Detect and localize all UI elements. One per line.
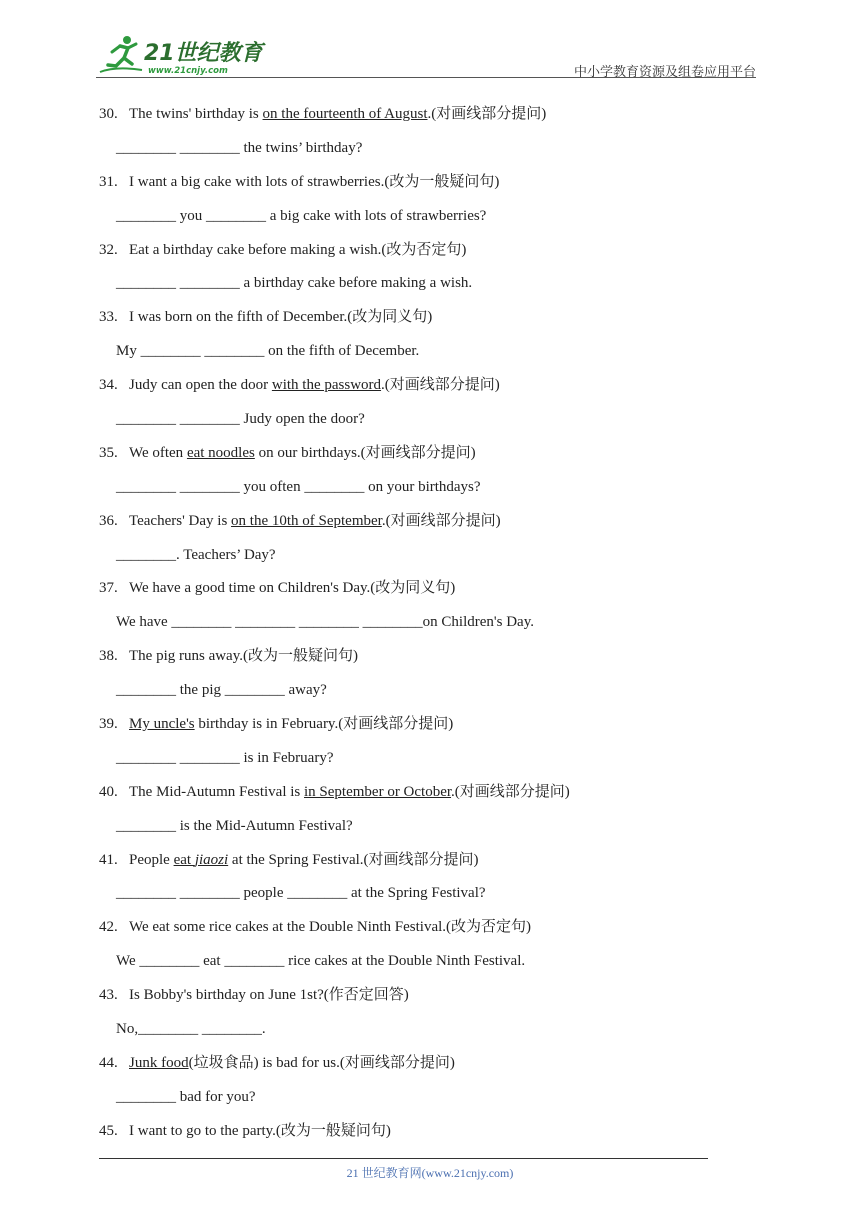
question-number: 34.: [99, 377, 118, 394]
prompt-text: at the Spring Festival.(对画线部分提问): [228, 851, 479, 868]
prompt-text: The pig runs away.(改为一般疑问句): [129, 648, 358, 665]
question-number: 30.: [99, 106, 118, 122]
header-divider: [96, 77, 756, 78]
question-prompt: [99, 98, 739, 132]
prompt-text: birthday is in February.(对画线部分提问): [194, 716, 454, 733]
question-prompt: [99, 505, 739, 539]
underlined-text: in September or October: [304, 783, 452, 800]
prompt-text: I want a big cake with lots of strawberries.(改为一般疑问句): [129, 173, 500, 190]
question-prompt: [99, 844, 739, 878]
prompt-text: We have a good time on Children's Day.(改为同义句): [129, 580, 456, 597]
question-prompt: [99, 572, 739, 606]
question-number: 40.: [99, 783, 118, 800]
underlined-text: with the password: [271, 377, 382, 394]
prompt-text: People: [129, 851, 174, 868]
answer-line: No,________ ________.: [116, 1021, 266, 1038]
question-prompt: [99, 1115, 739, 1149]
prompt-text: .(对画线部分提问): [427, 106, 547, 122]
question-prompt: [99, 1047, 739, 1081]
question-number: 32.: [99, 241, 118, 258]
underlined-text: Junk food: [129, 1054, 189, 1071]
answer-line: ________ the pig ________ away?: [116, 682, 327, 699]
question-number: 33.: [99, 309, 118, 326]
question-prompt: [99, 234, 739, 268]
prompt-text: on our birthdays.(对画线部分提问): [254, 444, 476, 461]
answer-line: ________ bad for you?: [116, 1088, 256, 1105]
question-prompt: [99, 911, 739, 945]
question-number: 31.: [99, 173, 118, 190]
underlined-text: on the 10th of September: [231, 512, 382, 529]
prompt-text: I want to go to the party.(改为一般疑问句): [129, 1122, 391, 1139]
answer-line: ________ ________ Judy open the door?: [116, 411, 365, 428]
question-prompt: [99, 166, 739, 200]
prompt-text: Teachers' Day is: [129, 512, 232, 529]
prompt-text: Judy can open the door: [129, 377, 272, 394]
logo-url: www.21cnjy.com: [148, 66, 228, 76]
answer-line: ________ ________ is in February?: [116, 749, 334, 766]
prompt-text: .(对画线部分提问): [381, 512, 501, 529]
underlined-text: My uncle's: [129, 716, 195, 733]
footer-divider: [99, 1158, 708, 1159]
page-header: [96, 32, 756, 78]
question-number: 39.: [99, 716, 118, 733]
question-list: [99, 98, 739, 1149]
answer-line: ________ ________ a birthday cake before making a wish.: [116, 275, 473, 292]
prompt-text: .(对画线部分提问): [381, 377, 500, 394]
question-number: 38.: [99, 648, 118, 665]
prompt-text: Is Bobby's birthday on June 1st?(作否定回答): [129, 987, 409, 1004]
prompt-text: We often: [129, 444, 187, 461]
question-prompt: [99, 708, 739, 742]
answer-line: ________. Teachers’ Day?: [116, 546, 276, 563]
site-name: 中小学教育资源及组卷应用平台: [573, 65, 756, 80]
logo-text: 21世纪教育: [144, 41, 263, 66]
prompt-text: Eat a birthday cake before making a wish.(改为否定句): [129, 241, 467, 258]
answer-line: ________ ________ you often ________ on your birthdays?: [116, 478, 481, 495]
answer-line: ________ is the Mid-Autumn Festival?: [116, 817, 353, 834]
answer-line: ________ ________ the twins’ birthday?: [116, 139, 363, 156]
underlined-text: eat noodles: [186, 444, 255, 461]
prompt-text: I was born on the fifth of December.(改为同义句): [129, 309, 433, 326]
runner-icon: [100, 36, 142, 72]
question-prompt: [99, 640, 739, 674]
question-number: 43.: [99, 987, 118, 1004]
question-prompt: [99, 776, 739, 810]
question-number: 45.: [99, 1122, 118, 1139]
answer-line: ________ you ________ a big cake with lots of strawberries?: [116, 207, 487, 224]
question-number: 44.: [99, 1054, 118, 1071]
prompt-text: (垃圾食品) is bad for us.(对画线部分提问): [188, 1054, 455, 1071]
underlined-text: eat: [173, 851, 195, 868]
site-logo: [96, 32, 266, 78]
underlined-text: on the fourteenth of August: [262, 106, 428, 122]
answer-line: We ________ eat ________ rice cakes at the Double Ninth Festival.: [116, 953, 526, 970]
question-prompt: [99, 369, 739, 403]
question-number: 35.: [99, 444, 118, 461]
answer-line: My ________ ________ on the fifth of December.: [116, 343, 420, 360]
prompt-text: The Mid-Autumn Festival is: [129, 783, 304, 800]
question-number: 37.: [99, 580, 118, 597]
underlined-text: jiaozi: [194, 851, 229, 868]
question-number: 41.: [99, 851, 118, 868]
question-prompt: [99, 979, 739, 1013]
question-number: 36.: [99, 512, 118, 529]
question-number: 42.: [99, 919, 118, 936]
question-prompt: [99, 437, 739, 471]
prompt-text: .(对画线部分提问): [451, 783, 570, 800]
answer-line: ________ ________ people ________ at the Spring Festival?: [116, 885, 486, 902]
prompt-text: We eat some rice cakes at the Double Ninth Festival.(改为否定句): [129, 919, 532, 936]
answer-line: We have ________ ________ ________ ________on Children's Day.: [116, 614, 534, 631]
question-prompt: [99, 301, 739, 335]
prompt-text: The twins' birthday is: [129, 106, 263, 122]
footer-text: 21 世纪教育网(www.21cnjy.com): [346, 1166, 514, 1180]
